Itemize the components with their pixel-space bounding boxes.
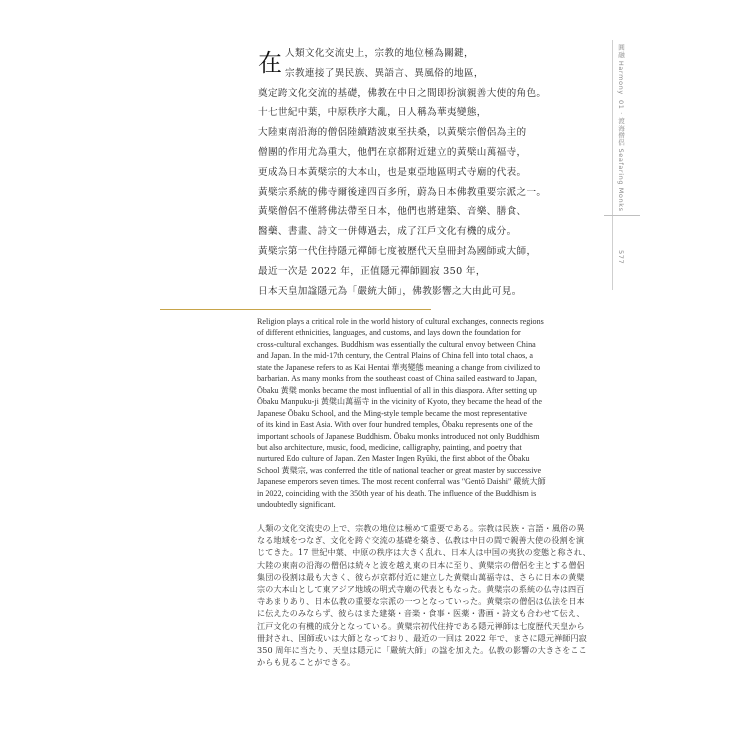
zh-line: 最近一次是 2022 年，正值隱元禪師圓寂 350 年， [258, 265, 486, 277]
ja-line: 江戸文化の有機的成分となっている。黄檗宗初代住持である隠元禅師は七度歴代天皇から [257, 620, 585, 631]
zh-line: 僧團的作用尤為重大，他們在京都附近建立的黃檗山萬福寺， [258, 146, 527, 158]
ja-line: に伝えたのみならず、彼らはまた建築・音楽・食事・医薬・書画・詩文も合わせて伝え、 [257, 608, 585, 619]
gold-divider [160, 309, 431, 310]
zh-line: 日本天皇加諡隱元為「嚴統大師」，佛教影響之大由此可見。 [258, 285, 522, 297]
ja-line: 350 周年に当たり、天皇は隠元に「嚴統大師」の諡を加えた。仏教の影響の大きさをここ [257, 645, 587, 656]
zh-line: 醫藥、書畫、詩文一併傳過去，成了江戶文化有機的成分。 [258, 226, 517, 238]
en-line: School 黃檗宗, was conferred the title of national teacher or great master by successive [257, 465, 542, 475]
ja-line: 寺あまりあり、日本仏教の重要な宗派の一つとなっていった。黄檗宗の僧侶は仏法を日本 [257, 596, 585, 607]
drop-cap: 在 [258, 49, 282, 77]
zh-line: 人類文化交流史上，宗教的地位極為關鍵， [285, 48, 474, 59]
chinese-intro [258, 44, 588, 301]
margin-divider [604, 215, 640, 216]
en-line: Ōbaku Manpuku-ji 黃檗山萬福寺 in the vicinity of Kyoto, they became the head of the [257, 397, 543, 407]
en-line: important schools of Japanese Buddhism. Ōbaku monks introduced not only Buddhism [257, 431, 540, 441]
japanese-paragraph [257, 522, 591, 668]
ja-line: からも見ることができる。 [257, 657, 356, 668]
zh-line: 宗教連接了異民族、異語言、異風俗的地區， [285, 67, 484, 79]
en-line: Japanese Ōbaku School, and the Ming-style temple became the most representative [257, 408, 527, 418]
zh-line: 十七世紀中葉，中原秩序大亂，日人稱為華夷變態， [258, 107, 487, 119]
page-number: 577 [617, 250, 625, 265]
zh-line: 黃檗宗第一代住持隱元禪師七度被歷代天皇冊封為國師或大師， [258, 245, 537, 257]
ja-line: じてきた。17 世紀中葉、中原の秩序は大きく乱れ、日本人は中国の夷狄の変態と称され、 [257, 547, 591, 558]
zh-line: 黃檗宗系統的佛寺爾後達四百多所，蔚為日本佛教重要宗派之一。 [258, 186, 547, 198]
running-head-section: 01 · 渡海僧侶 Seafaring Monks [617, 100, 625, 212]
ja-line: 大陸の東南の沿海の僧侶は続々と波を越え東の日本に至り、黄檗宗の僧侶を主とする僧侶 [257, 559, 585, 570]
en-line: cross-cultural exchanges. Buddhism was essentially the cultural envoy between China [257, 339, 536, 349]
margin-rule [612, 40, 613, 290]
en-line: state the Japanese refers to as Kai Hentai 華夷變態 meaning a change from civilized to [257, 362, 541, 372]
ja-line: なる地域をつなぎ、文化を跨ぐ交流の基礎を築き、仏教は中日の間で親善大使の役割を演 [257, 535, 585, 546]
en-line: Japanese emperors seven times. The most recent conferral was "Gentō Daishi" 嚴統大師 [257, 477, 546, 487]
running-head-title: 圓融 Harmony [617, 44, 625, 95]
en-line: Religion plays a critical role in the world history of cultural exchanges, connects regions [257, 317, 544, 326]
en-line: barbarian. As many monks from the southeast coast of China sailed eastward to Japan, [257, 374, 537, 384]
en-line: of its kind in East Asia. With over four hundred temples, Ōbaku represents one of the [257, 420, 533, 430]
zh-line: 大陸東南沿海的僧侶陸續踏波東至扶桑，以黃檗宗僧侶為主的 [258, 127, 527, 139]
en-line: nurtured Edo culture of Japan. Zen Master Ingen Ryūki, the first abbot of the Ōbaku [257, 454, 530, 464]
en-line: Ōbaku 黃檗 monks became the most influential of all in this diaspora. After setting up [257, 385, 537, 395]
en-line: of different ethnicities, languages, and customs, and lays down the foundation for [257, 328, 521, 338]
zh-line: 更成為日本黃檗宗的大本山，也是東亞地區明式寺廟的代表。 [258, 166, 527, 178]
en-line: and Japan. In the mid-17th century, the Central Plains of China fell into total chaos, a [257, 351, 533, 361]
ja-line: 冊封され、国師或いは大師となっており、最近の一回は 2022 年で、まさに隠元禅師円寂 [257, 632, 587, 643]
zh-line: 奠定跨文化交流的基礎，佛教在中日之間即扮演親善大使的角色。 [258, 87, 547, 99]
zh-line: 黃檗僧侶不僅將佛法帶至日本，他們也將建築、音樂、膳食、 [258, 206, 527, 218]
english-paragraph [257, 316, 587, 511]
en-line: undoubtedly significant. [257, 500, 336, 510]
en-line: in 2022, coinciding with the 350th year of his death. The influence of the Buddhism is [257, 488, 537, 498]
ja-line: 宗の大本山として東アジア地域の明式寺廟の代表ともなった。黄檗宗の系統の仏寺は四百 [257, 584, 585, 595]
en-line: but also architecture, music, food, medicine, calligraphy, painting, and poetry that [257, 442, 522, 452]
ja-line: 集団の役割は最も大きく、彼らが京都付近に建立した黄檗山萬福寺は、さらに日本の黄檗 [257, 571, 585, 582]
ja-line: 人類の文化交流史の上で、宗教の地位は極めて重要である。宗教は民族・言語・風俗の異 [257, 523, 585, 533]
